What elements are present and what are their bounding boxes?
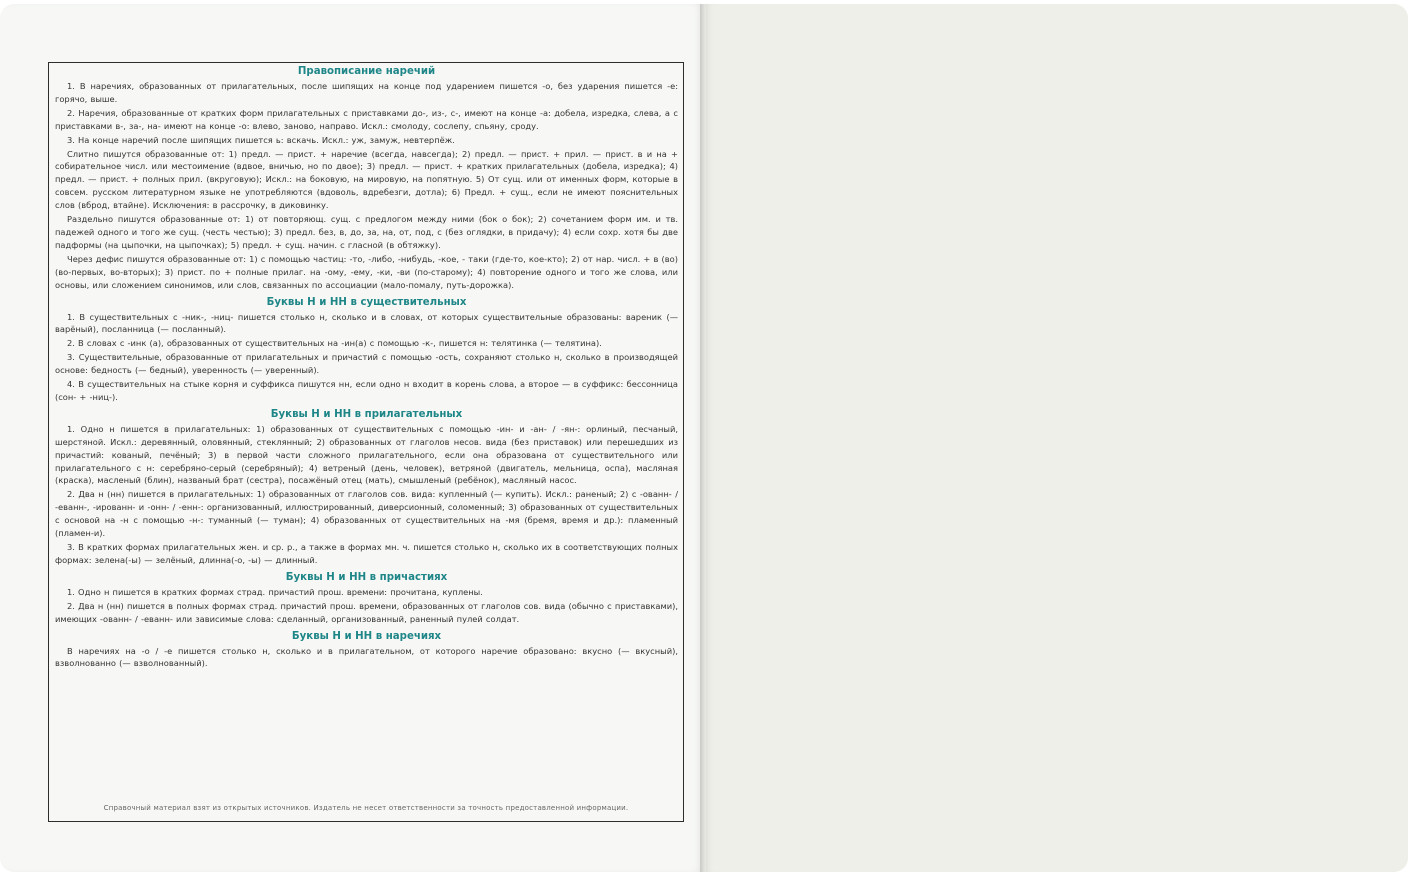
disclaimer-footer: Справочный материал взят из открытых источников. Издатель не несет ответственности за точность предоставленной информации. (103, 804, 629, 813)
section-title: Буквы Н и НН в наречиях (291, 630, 442, 642)
paragraph: 2. Наречия, образованные от кратких форм прилагательных с приставками до-, из-, с-, имеют на конце -а: добела, изредка, слева, а с приставками в-, за-, на- имеют на конце -о: влево, заново, направо. Искл.: смолоду, сослепу, спьяну, сроду. (55, 107, 678, 131)
paragraph: 4. В существительных на стыке корня и суффикса пишутся нн, если одно н входит в корень слова, а второе — в суффикс: бессонница (сон- + -ниц-). (55, 379, 678, 402)
paragraph: 3. В кратких формах прилагательных жен. и ср. р., а также в формах мн. ч. пишется столько н, сколько их в соответствующих полных формах: зелена(-ы) — зелёный, длинна(-о, -ы) — длинный. (55, 542, 678, 565)
section-title: Буквы Н и НН в причастиях (285, 571, 448, 583)
paragraph: 1. Одно н пишется в прилагательных: 1) образованных от существительных с помощью -ин- и -ан- / -ян-: орлиный, песчаный, шерстяной. Искл.: деревянный, оловянный, стеклянный; 2) образованных от глаголов несов. вида (без приставок) или перешедших из причастий: кованый, печёный; 3) в первой части сложного прилагательного, если она образована от существительного или прилагательного с н: серебряно-серый (серебряный); 4) ветреный (день, человек), ветряной (двигатель, мельница, оспа), масляная (краска), масленый (блин), названый брат (сестра), посажёный отец (мать), смышленый (ребёнок), масляный насос. (55, 423, 678, 486)
paragraph: 3. Существительные, образованные от прилагательных и причастий с помощью -ость, сохраняют столько н, сколько в производящей основе: бедность (— бедный), уверенность (— уверенный). (55, 352, 678, 376)
paragraph: В наречиях на -о / -е пишется столько н, сколько и в прилагательном, от которого наречие образовано: вкусно (— вкусный), взволнованно (— взволнованный). (55, 645, 678, 669)
section-title: Буквы Н и НН в прилагательных (270, 408, 463, 420)
paragraph: 1. В наречиях, образованных от прилагательных, после шипящих на конце под ударением пишется -о, без ударения пишется -е: горячо, выше. (55, 81, 678, 104)
paragraph: Слитно пишутся образованные от: 1) предл. — прист. + наречие (всегда, навсегда); 2) предл. — прист. + прил. — прист. в и на + собирательное числ. или местоимение (вдвое, вничью, но по двое); 3) предл. — прист. + кратких прилагательных (добела, изредка); 4) предл. — прист. + полных прил. (вкруговую); Искл.: на боковую, на мировую, на попятную. 5) От сущ. или от именных форм, которые в совсем. русском литературном языке не употребляются (вдоволь, вдребезги, дотла); 6) Предл. + сущ., если не имеют пояснительных слов (вброд, втайне). Исключения: в рассрочку, в диковинку. (55, 148, 678, 211)
paragraph: 2. Два н (нн) пишется в прилагательных: 1) образованных от глаголов сов. вида: купленный (— купить). Искл.: раненый; 2) с -ованн- / -еванн-, -ированн- и -онн- / -енн-: организованный, иллюстрированный, диверсионный, соломенный; 3) образованных от существительных с основой на -н с помощью -н-: туманный (— туман); 4) образованных от существительных на -мя (бремя, время и др.): пламенный (пламен-и). (55, 489, 678, 539)
left-page (0, 4, 703, 872)
reference-frame (48, 62, 684, 822)
paragraph: 1. В существительных с -ник-, -ниц- пишется столько н, сколько и в словах, от которых существительные образованы: вареник (— варёный), посланница (— посланный). (55, 311, 678, 335)
paragraph: 3. На конце наречий после шипящих пишется ь: вскачь. Искл.: уж, замуж, невтерпёж. (67, 134, 455, 145)
section-title: Буквы Н и НН в существительных (266, 296, 467, 308)
section-title: Правописание наречий (297, 66, 436, 77)
paragraph: 2. Два н (нн) пишется в полных формах страд. причастий прош. времени, образованных от глаголов сов. вида (обычно с приставками), имеющих -ованн- / -еванн- или зависимые слова: сделанный, организованный, раненный пулей солдат. (55, 600, 678, 624)
paragraph: Раздельно пишутся образованные от: 1) от повторяющ. сущ. с предлогом между ними (бок о бок); 2) сочетанием форм им. и тв. падежей одного и того же сущ. (честь честью); 3) предл. без, в, до, за, на, от, под, с (без оглядки, в придачу); 4) если сохр. хотя бы две падформы (на цыпочки, на цыпочках); 5) предл. + сущ. начин. с гласной (в обтяжку). (55, 214, 678, 250)
paragraph: 1. Одно н пишется в кратких формах страд. причастий прош. времени: прочитана, куплены. (67, 586, 483, 597)
paragraph: 2. В словах с -инк (а), образованных от существительных на -ин(а) с помощью -к-, пишется н: телятинка (— телятина). (67, 338, 602, 349)
right-page (706, 4, 1408, 872)
paragraph: Через дефис пишутся образованные от: 1) с помощью частиц: -то, -либо, -нибудь, -кое, - таки (где-то, кое-кто); 2) от нар. числ. + в (во) (во-первых, во-вторых); 3) прист. по + полные прилаг. на -ому, -ему, -ки, -ви (по-старому); 4) повторение одного и того же слова, или основы, или сложением синонимов, или слов, связанных по ассоциации (мало-помалу, путь-дорожка). (55, 253, 678, 290)
